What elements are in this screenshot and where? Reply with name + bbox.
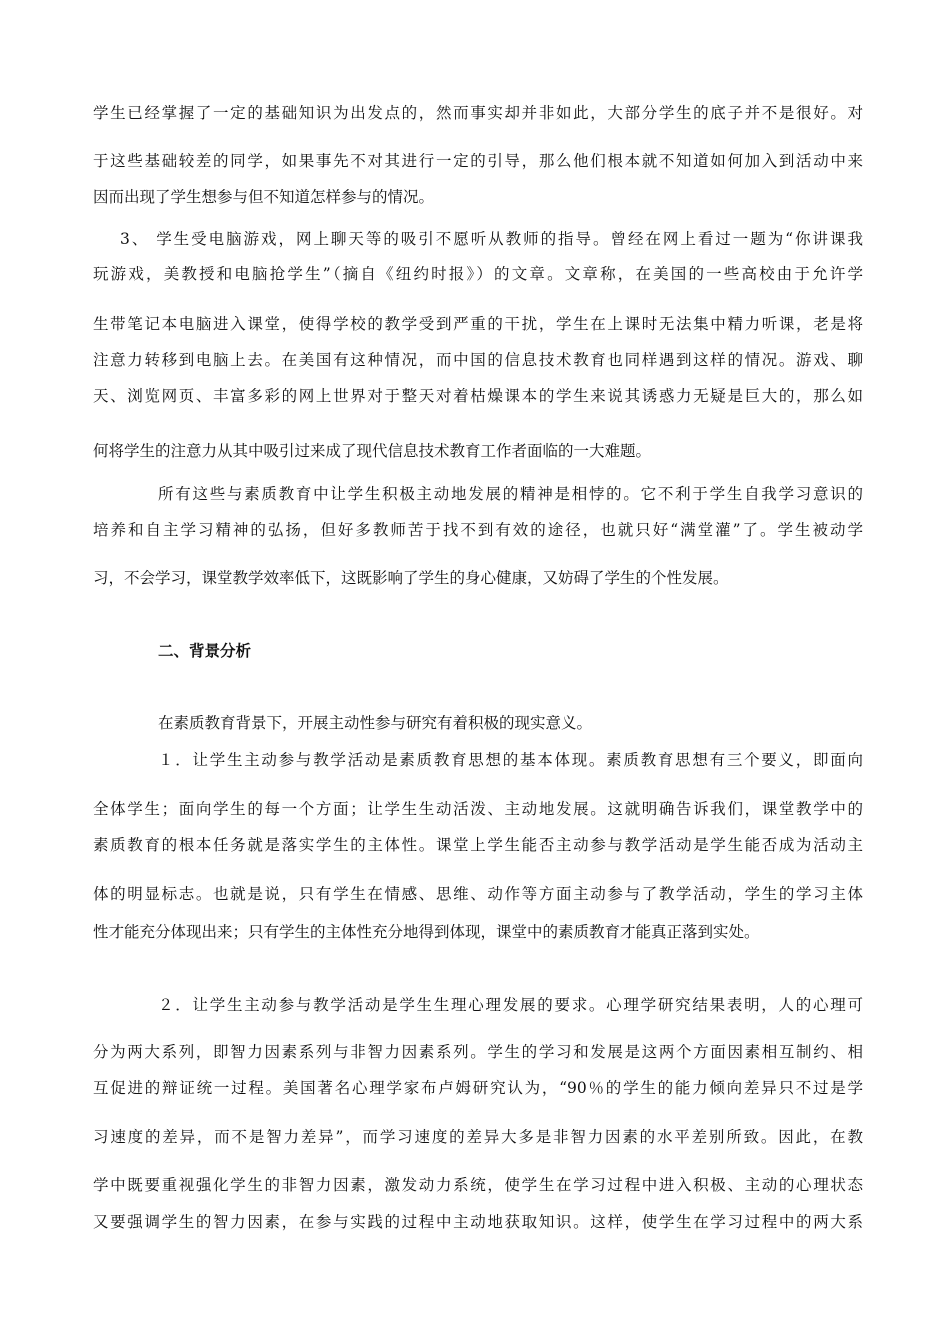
paragraph-line: 又要强调学生的智力因素，在参与实践的过程中主动地获取知识。这样，使学生在学习过程中的两大系: [93, 1213, 863, 1231]
paragraph-line: 性才能充分体现出来；只有学生的主体性充分地得到体现，课堂中的素质教育才能真正落到实处。: [93, 923, 760, 941]
paragraph-line: 培养和自主学习精神的弘扬，但好多教师苦于找不到有效的途径，也就只好“满堂灌”了。学生被动学: [93, 521, 863, 539]
paragraph-line: 学中既要重视强化学生的非智力因素，激发动力系统，使学生在学习过程中进入积极、主动的心理状态: [93, 1176, 863, 1194]
paragraph-line: 全体学生；面向学生的每一个方面；让学生生动活泼、主动地发展。这就明确告诉我们，课堂教学中的: [93, 800, 863, 818]
paragraph-line: 天、浏览网页、丰富多彩的网上世界对于整天对着枯燥课本的学生来说其诱惑力无疑是巨大的，那么如: [93, 387, 863, 405]
paragraph-line: 分为两大系列，即智力因素系列与非智力因素系列。学生的学习和发展是这两个方面因素相互制约、相: [93, 1043, 863, 1061]
paragraph-line: 所有这些与素质教育中让学生积极主动地发展的精神是相悖的。它不利于学生自我学习意识的: [158, 485, 863, 503]
paragraph-line: 因而出现了学生想参与但不知道怎样参与的情况。: [93, 188, 435, 206]
paragraph-line: 体的明显标志。也就是说，只有学生在情感、思维、动作等方面主动参与了教学活动，学生的学习主体: [93, 885, 863, 903]
paragraph-line: 注意力转移到电脑上去。在美国有这种情况，而中国的信息技术教育也同样遇到这样的情况。游戏、聊: [93, 351, 863, 369]
paragraph-line: 习，不会学习，课堂教学效率低下，这既影响了学生的身心健康，又妨碍了学生的个性发展。: [93, 569, 729, 587]
paragraph-line: 学生已经掌握了一定的基础知识为出发点的，然而事实却并非如此，大部分学生的底子并不是很好。对: [93, 104, 863, 122]
section-heading: 二、背景分析: [158, 641, 252, 660]
paragraph-line: 于这些基础较差的同学，如果事先不对其进行一定的引导，那么他们根本就不知道如何加入到活动中来: [93, 152, 863, 170]
paragraph-line: 何将学生的注意力从其中吸引过来成了现代信息技术教育工作者面临的一大难题。: [93, 442, 652, 460]
paragraph-line: ２．让学生主动参与教学活动是学生生理心理发展的要求。心理学研究结果表明，人的心理可: [158, 996, 863, 1014]
paragraph-line: １．让学生主动参与教学活动是素质教育思想的基本体现。素质教育思想有三个要义，即面向: [158, 751, 863, 769]
paragraph-line: 玩游戏，美教授和电脑抢学生”（摘自《纽约时报》）的文章。文章称，在美国的一些高校由于允许学: [93, 265, 863, 283]
paragraph-line: 3、 学生受电脑游戏，网上聊天等的吸引不愿听从教师的指导。曾经在网上看过一题为“你讲课我: [120, 230, 863, 248]
paragraph-line: 生带笔记本电脑进入课堂，使得学校的教学受到严重的干扰，学生在上课时无法集中精力听课，老是将: [93, 315, 863, 333]
paragraph-line: 互促进的辩证统一过程。美国著名心理学家布卢姆研究认为，“90％的学生的能力倾向差异只不过是学: [93, 1079, 863, 1097]
paragraph-line: 素质教育的根本任务就是落实学生的主体性。课堂上学生能否主动参与教学活动是学生能否成为活动主: [93, 836, 863, 854]
paragraph-line: 习速度的差异，而不是智力差异”，而学习速度的差异大多是非智力因素的水平差别所致。因此，在教: [93, 1128, 863, 1146]
paragraph-line: 在素质教育背景下，开展主动性参与研究有着积极的现实意义。: [158, 714, 593, 732]
